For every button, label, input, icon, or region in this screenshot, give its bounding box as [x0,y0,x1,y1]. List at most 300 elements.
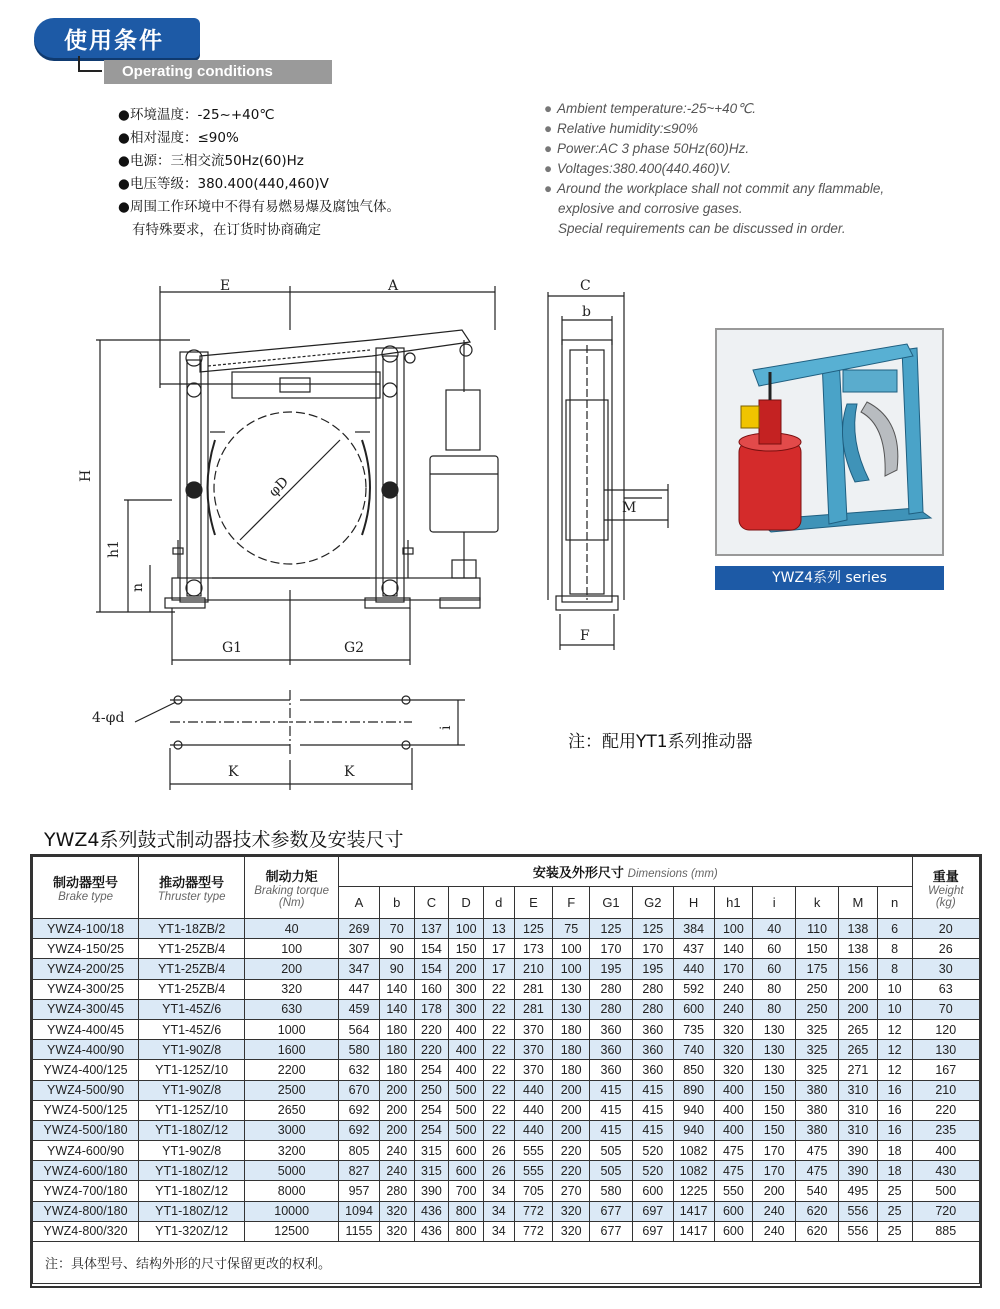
table-cell: 200 [379,1120,414,1140]
table-cell: 360 [632,1060,673,1080]
table-row [33,1080,980,1100]
table-cell: 180 [379,1060,414,1080]
table-cell: 254 [414,1100,449,1120]
table-cell: 632 [339,1060,380,1080]
dim-col-header: C [414,887,449,919]
table-cell: 630 [245,999,339,1019]
table-cell: 8 [877,939,912,959]
dim-label-hole-d: 4-φd [92,710,125,726]
table-cell: 360 [590,1040,633,1060]
condition-zh-item: ●电压等级：380.400(440,460)V [118,173,400,196]
table-cell: 22 [483,1100,514,1120]
table-cell: 6 [877,919,912,939]
table-cell: 156 [838,959,877,979]
table-cell: YT1-45Z/6 [139,1019,245,1039]
table-cell: 400 [449,1040,484,1060]
table-cell: 556 [838,1221,877,1241]
table-cell: 18 [877,1161,912,1181]
dim-col-header: n [877,887,912,919]
table-cell: 390 [838,1141,877,1161]
table-cell: YWZ4-500/90 [33,1080,139,1100]
table-cell: 360 [632,1040,673,1060]
table-cell: 360 [590,1019,633,1039]
table-cell: YT1-320Z/12 [139,1221,245,1241]
table-cell: 380 [796,1080,839,1100]
table-cell: 500 [449,1100,484,1120]
dim-label-g1: G1 [222,640,243,656]
table-cell: 138 [838,939,877,959]
table-cell: 100 [553,939,590,959]
table-cell: 600 [714,1221,753,1241]
table-cell: 320 [379,1221,414,1241]
thruster-note: 注：配用YT1系列推动器 [568,732,753,752]
condition-en-item: ● Ambient temperature:-25~+40℃. [544,99,884,119]
table-cell: 170 [753,1141,796,1161]
table-cell: 360 [590,1060,633,1080]
table-cell: 60 [753,959,796,979]
table-cell: 170 [714,959,753,979]
bullet-icon: ● [118,153,130,169]
table-cell: 175 [796,959,839,979]
table-cell: 240 [379,1141,414,1161]
dim-label-n: n [130,582,146,592]
table-cell: 40 [753,919,796,939]
table-cell: 254 [414,1060,449,1080]
table-cell: 240 [714,999,753,1019]
table-row [33,959,980,979]
table-cell: 220 [414,1040,449,1060]
condition-zh-item: ●电源：三相交流50Hz(60)Hz [118,150,400,173]
dim-label-h1: h1 [106,540,122,558]
table-cell: 520 [632,1141,673,1161]
table-cell: YT1-25ZB/4 [139,979,245,999]
table-cell: 130 [753,1040,796,1060]
table-cell: 475 [796,1141,839,1161]
condition-zh-extra: 有特殊要求，在订货时协商确定 [132,222,321,238]
table-cell: 1082 [673,1141,714,1161]
table-cell: 670 [339,1080,380,1100]
table-cell: 325 [796,1019,839,1039]
table-cell: 415 [632,1100,673,1120]
table-cell: 540 [796,1181,839,1201]
dim-col-header: i [753,887,796,919]
table-cell: 620 [796,1221,839,1241]
table-cell: 75 [553,919,590,939]
table-cell: 600 [632,1181,673,1201]
table-cell: 100 [714,919,753,939]
table-cell: 250 [414,1080,449,1100]
table-cell: 805 [339,1141,380,1161]
bullet-icon: ● [544,121,553,136]
table-cell: 772 [514,1201,553,1221]
table-cell: 281 [514,999,553,1019]
table-cell: 315 [414,1161,449,1181]
table-cell: 125 [514,919,553,939]
table-cell: 885 [912,1221,979,1241]
table-cell: 100 [449,919,484,939]
condition-en-item: ● Voltages:380.400(440.460)V. [544,159,884,179]
table-row [33,1141,980,1161]
table-cell: 80 [753,979,796,999]
dim-label-c: C [580,278,591,294]
table-cell: 34 [483,1201,514,1221]
col-weight: 重量 Weight (kg) [912,857,979,919]
table-cell: 200 [449,959,484,979]
table-cell: 800 [449,1221,484,1241]
table-cell: 1094 [339,1201,380,1221]
table-cell: 400 [449,1060,484,1080]
table-cell: YWZ4-600/180 [33,1161,139,1181]
table-cell: 160 [414,979,449,999]
condition-en-extra: explosive and corrosive gases. [558,201,743,216]
table-cell: 265 [838,1019,877,1039]
condition-en-extra: Special requirements can be discussed in order. [558,221,846,236]
table-cell: 210 [912,1080,979,1100]
table-cell: 415 [632,1080,673,1100]
table-cell: 505 [590,1141,633,1161]
dim-label-f: F [580,628,590,644]
table-cell: 800 [449,1201,484,1221]
table-cell: 600 [673,999,714,1019]
table-cell: 26 [483,1161,514,1181]
table-cell: 677 [590,1201,633,1221]
table-cell: 592 [673,979,714,999]
table-cell: 12 [877,1060,912,1080]
table-cell: 125 [590,919,633,939]
table-cell: 380 [796,1120,839,1140]
table-cell: 25 [877,1221,912,1241]
bullet-icon: ● [544,141,553,156]
table-cell: 120 [912,1019,979,1039]
table-cell: 254 [414,1120,449,1140]
table-cell: 16 [877,1120,912,1140]
table-cell: 22 [483,1019,514,1039]
table-cell: 26 [483,1141,514,1161]
table-cell: 10000 [245,1201,339,1221]
table-cell: 240 [753,1201,796,1221]
table-cell: 8000 [245,1181,339,1201]
table-cell: 2650 [245,1100,339,1120]
dim-col-header: H [673,887,714,919]
table-cell: YWZ4-700/180 [33,1181,139,1201]
table-cell: YT1-125Z/10 [139,1060,245,1080]
table-cell: 34 [483,1181,514,1201]
table-cell: 692 [339,1120,380,1140]
dim-col-header: M [838,887,877,919]
col-brake-type: 制动器型号 Brake type [33,857,139,919]
table-cell: 150 [449,939,484,959]
table-cell: 140 [379,979,414,999]
table-cell: YT1-45Z/6 [139,999,245,1019]
dim-col-header: A [339,887,380,919]
table-cell: 890 [673,1080,714,1100]
table-cell: 22 [483,1040,514,1060]
table-cell: 772 [514,1221,553,1241]
table-cell: YT1-180Z/12 [139,1181,245,1201]
table-cell: 34 [483,1221,514,1241]
table-cell: 320 [553,1201,590,1221]
dim-col-header: F [553,887,590,919]
table-cell: 70 [912,999,979,1019]
table-cell: 16 [877,1100,912,1120]
table-cell: YT1-90Z/8 [139,1141,245,1161]
dim-label-i: i [438,725,454,730]
table-cell: 280 [379,1181,414,1201]
table-cell: 475 [796,1161,839,1181]
table-cell: 347 [339,959,380,979]
table-cell: 440 [514,1100,553,1120]
table-cell: 281 [514,979,553,999]
section-title-zh: 使用条件 [64,28,164,54]
table-cell: 1082 [673,1161,714,1181]
table-cell: 22 [483,999,514,1019]
product-photo [715,328,944,556]
table-cell: 130 [553,979,590,999]
table-cell: 63 [912,979,979,999]
table-cell: 22 [483,979,514,999]
table-cell: 940 [673,1120,714,1140]
condition-zh-item: ●相对湿度：≤90% [118,127,400,150]
table-cell: 10 [877,979,912,999]
table-cell: 280 [590,979,633,999]
dim-col-header: D [449,887,484,919]
table-cell: 475 [714,1161,753,1181]
table-cell: YWZ4-800/180 [33,1201,139,1221]
table-cell: 400 [714,1120,753,1140]
table-row [33,919,980,939]
table-cell: 459 [339,999,380,1019]
bullet-icon: ● [118,199,130,215]
table-cell: 17 [483,959,514,979]
dim-col-header: d [483,887,514,919]
table-cell: 320 [245,979,339,999]
table-cell: 200 [245,959,339,979]
table-cell: 500 [449,1080,484,1100]
table-cell: 440 [514,1080,553,1100]
table-row [33,939,980,959]
table-cell: 1600 [245,1040,339,1060]
table-cell: 436 [414,1221,449,1241]
table-cell: 735 [673,1019,714,1039]
table-cell: 170 [632,939,673,959]
table-cell: 200 [379,1100,414,1120]
table-cell: YWZ4-400/45 [33,1019,139,1039]
condition-zh-item: ●环境温度：-25~+40℃ [118,104,400,127]
table-cell: 167 [912,1060,979,1080]
table-cell: 447 [339,979,380,999]
table-row [33,1201,980,1221]
table-cell: 580 [339,1040,380,1060]
table-cell: 370 [514,1040,553,1060]
table-cell: 130 [753,1019,796,1039]
table-cell: 320 [553,1221,590,1241]
table-cell: 235 [912,1120,979,1140]
table-cell: 12500 [245,1221,339,1241]
table-cell: YT1-180Z/12 [139,1120,245,1140]
photo-caption: YWZ4系列 series [715,566,944,590]
table-cell: YWZ4-150/25 [33,939,139,959]
table-cell: 180 [379,1040,414,1060]
table-cell: 8 [877,959,912,979]
table-cell: YWZ4-800/320 [33,1221,139,1241]
table-cell: 20 [912,919,979,939]
table-cell: 320 [379,1201,414,1221]
col-group-dimensions: 安装及外形尺寸 Dimensions (mm) [339,857,912,887]
table-cell: 440 [673,959,714,979]
col-thruster-type: 推动器型号 Thruster type [139,857,245,919]
table-cell: 400 [714,1080,753,1100]
table-cell: YWZ4-300/45 [33,999,139,1019]
table-cell: 697 [632,1221,673,1241]
table-cell: 195 [590,959,633,979]
table-cell: 3200 [245,1141,339,1161]
table-cell: 25 [877,1181,912,1201]
dim-label-h: H [78,469,94,482]
table-cell: 500 [912,1181,979,1201]
table-cell: 26 [912,939,979,959]
dim-col-header: h1 [714,887,753,919]
table-cell: YT1-90Z/8 [139,1040,245,1060]
dim-col-header: G1 [590,887,633,919]
condition-en-item: ● Relative humidity:≤90% [544,119,884,139]
dim-label-k-right: K [344,764,355,780]
table-cell: YWZ4-200/25 [33,959,139,979]
table-cell: 269 [339,919,380,939]
table-cell: 100 [553,959,590,979]
table-cell: 850 [673,1060,714,1080]
table-cell: YT1-125Z/10 [139,1100,245,1120]
bullet-icon: ● [544,161,553,176]
table-cell: 1155 [339,1221,380,1241]
table-cell: 22 [483,1060,514,1080]
table-cell: 415 [632,1120,673,1140]
table-row [33,999,980,1019]
table-cell: 495 [838,1181,877,1201]
table-cell: 220 [414,1019,449,1039]
table-cell: 415 [590,1080,633,1100]
dim-label-g2: G2 [344,640,365,656]
table-cell: 13 [483,919,514,939]
table-cell: 740 [673,1040,714,1060]
table-cell: 22 [483,1120,514,1140]
table-cell: 705 [514,1181,553,1201]
table-cell: 200 [753,1181,796,1201]
table-cell: 22 [483,1080,514,1100]
table-cell: 600 [714,1201,753,1221]
condition-en-item: ● Around the workplace shall not commit any flammable, [544,179,884,199]
table-cell: 70 [379,919,414,939]
dim-col-header: G2 [632,887,673,919]
table-cell: 170 [753,1161,796,1181]
table-cell: 280 [632,999,673,1019]
table-cell: 110 [796,919,839,939]
table-cell: 130 [912,1040,979,1060]
table-cell: 280 [590,999,633,1019]
table-cell: 220 [553,1161,590,1181]
table-cell: 265 [838,1040,877,1060]
dim-label-k-left: K [228,764,239,780]
bullet-icon: ● [118,176,130,192]
section-title-badge [34,18,200,58]
table-cell: 940 [673,1100,714,1120]
dim-label-m: M [622,500,637,516]
table-row [33,1221,980,1241]
table-title: YWZ4系列鼓式制动器技术参数及安装尺寸 [44,829,404,851]
table-cell: 505 [590,1161,633,1181]
table-cell: 300 [449,999,484,1019]
table-row [33,1060,980,1080]
table-cell: 380 [796,1100,839,1120]
table-cell: 138 [838,919,877,939]
table-cell: 150 [753,1100,796,1120]
technical-drawing [0,260,700,790]
table-cell: 16 [877,1080,912,1100]
table-cell: YT1-90Z/8 [139,1080,245,1100]
table-cell: 1417 [673,1201,714,1221]
table-cell: 154 [414,959,449,979]
table-cell: 40 [245,919,339,939]
table-cell: 12 [877,1040,912,1060]
table-row [33,979,980,999]
table-cell: 430 [912,1161,979,1181]
table-cell: 280 [632,979,673,999]
table-cell: YWZ4-400/90 [33,1040,139,1060]
table-cell: YWZ4-400/125 [33,1060,139,1080]
table-cell: 390 [838,1161,877,1181]
table-cell: 18 [877,1141,912,1161]
table-cell: 677 [590,1221,633,1241]
table-cell: 555 [514,1161,553,1181]
bullet-icon: ● [544,101,553,116]
table-cell: 200 [553,1120,590,1140]
table-cell: 154 [414,939,449,959]
table-cell: 150 [796,939,839,959]
condition-zh-item: ●周围工作环境中不得有易燃易爆及腐蚀气体。 [118,196,400,219]
table-cell: 580 [590,1181,633,1201]
brake-illustration [717,330,942,554]
header-connector [78,56,102,72]
table-row [33,1181,980,1201]
table-cell: 130 [553,999,590,1019]
table-cell: YWZ4-600/90 [33,1141,139,1161]
table-cell: 384 [673,919,714,939]
table-cell: 600 [449,1141,484,1161]
table-cell: 692 [339,1100,380,1120]
table-cell: 125 [632,919,673,939]
table-cell: 320 [714,1060,753,1080]
table-cell: 130 [753,1060,796,1080]
dim-col-header: b [379,887,414,919]
table-cell: 555 [514,1141,553,1161]
table-cell: 2500 [245,1080,339,1100]
table-cell: 90 [379,959,414,979]
conditions-en-list [544,99,884,239]
table-cell: 180 [553,1060,590,1080]
table-row [33,1120,980,1140]
table-cell: 180 [553,1019,590,1039]
bullet-icon: ● [118,130,130,146]
table-cell: 415 [590,1100,633,1120]
table-cell: 1000 [245,1019,339,1039]
table-cell: 360 [632,1019,673,1039]
table-cell: 240 [753,1221,796,1241]
table-cell: 240 [379,1161,414,1181]
table-cell: YT1-18ZB/2 [139,919,245,939]
table-cell: 310 [838,1080,877,1100]
table-cell: 325 [796,1060,839,1080]
table-cell: YT1-25ZB/4 [139,939,245,959]
table-cell: 100 [245,939,339,959]
